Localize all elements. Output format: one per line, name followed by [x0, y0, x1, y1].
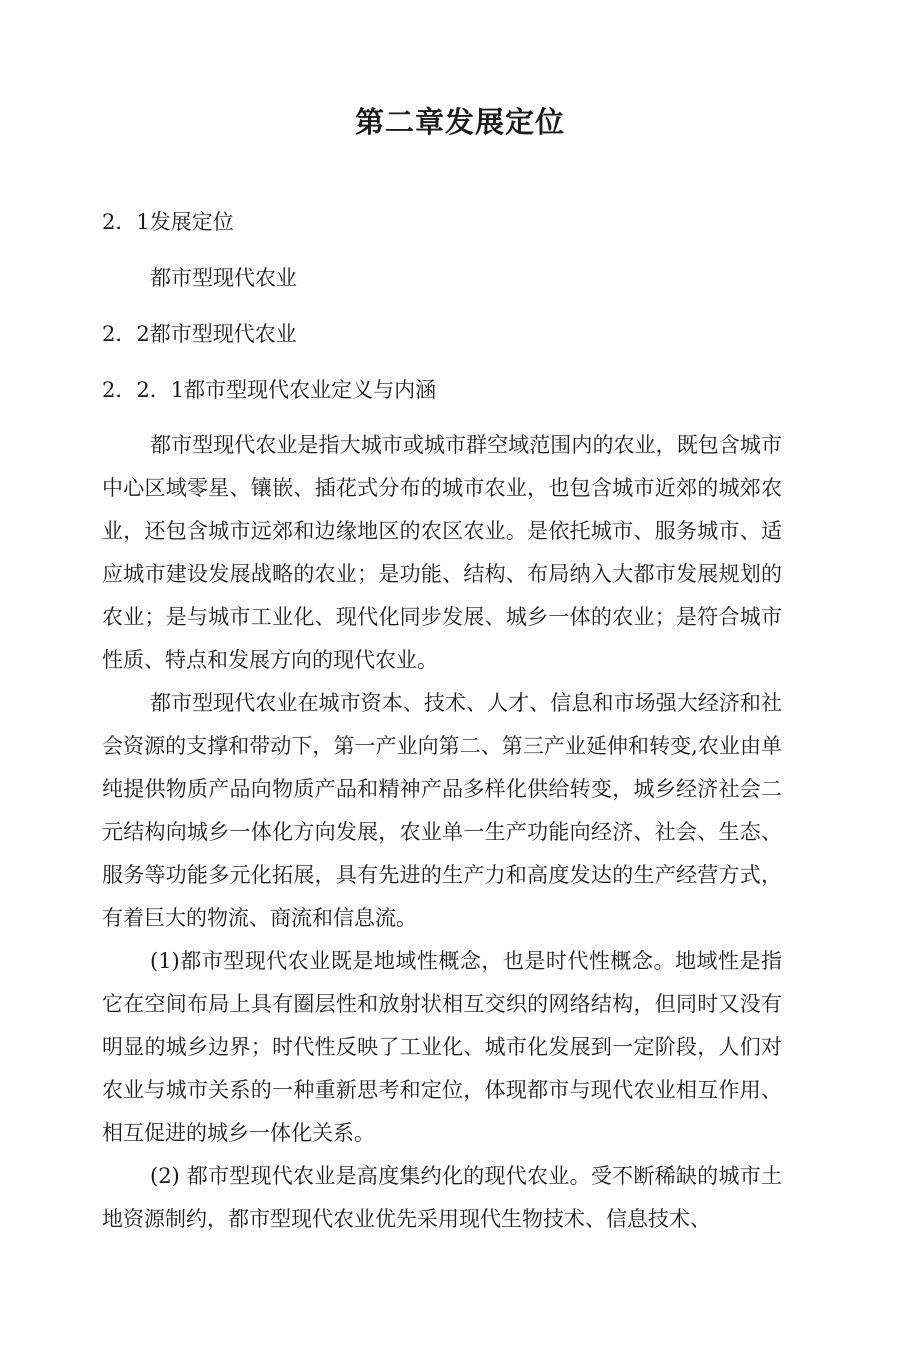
paragraph-development: 都市型现代农业在城市资本、技术、人才、信息和市场强大经济和社会资源的支撑和带动下，第一产业向第二、第三产业延伸和转变,农业由单纯提供物质产品向物质产品和精神产品多样化供给转变，城乡经济社会二元结构向城乡一体化方向发展，农业单一生产功能向经济、社会、生态、服务等功能多元化拓展，具有先进的生产力和高度发达的生产经营方式，有着巨大的物流、商流和信息流。 — [102, 691, 782, 930]
section-heading-2-1: 2．1发展定位 — [102, 210, 234, 234]
paragraph-point-2: (2) 都市型现代农业是高度集约化的现代农业。受不断稀缺的城市土地资源制约，都市型现代农业优先采用现代生物技术、信息技术、 — [102, 1164, 782, 1231]
chapter-title: 第二章发展定位 — [354, 105, 565, 139]
section-2-1-content: 都市型现代农业 — [150, 266, 297, 290]
section-heading-2-2-1: 2．2．1都市型现代农业定义与内涵 — [102, 378, 437, 402]
paragraph-point-1: (1)都市型现代农业既是地域性概念，也是时代性概念。地域性是指它在空间布局上具有圈层性和放射状相互交织的网络结构，但同时又没有明显的城乡边界；时代性反映了工业化、城市化发展到一定阶段，人们对农业与城市关系的一种重新思考和定位，体现都市与现代农业相互作用、相互促进的城乡一体化关系。 — [102, 949, 782, 1145]
section-heading-2-2: 2．2都市型现代农业 — [102, 322, 297, 346]
paragraph-definition: 都市型现代农业是指大城市或城市群空域范围内的农业，既包含城市中心区域零星、镶嵌、插花式分布的城市农业，也包含城市近郊的城郊农业，还包含城市远郊和边缘地区的农区农业。是依托城市、服务城市、适应城市建设发展战略的农业；是功能、结构、布局纳入大都市发展规划的农业；是与城市工业化、现代化同步发展、城乡一体的农业；是符合城市性质、特点和发展方向的现代农业。 — [102, 433, 782, 672]
